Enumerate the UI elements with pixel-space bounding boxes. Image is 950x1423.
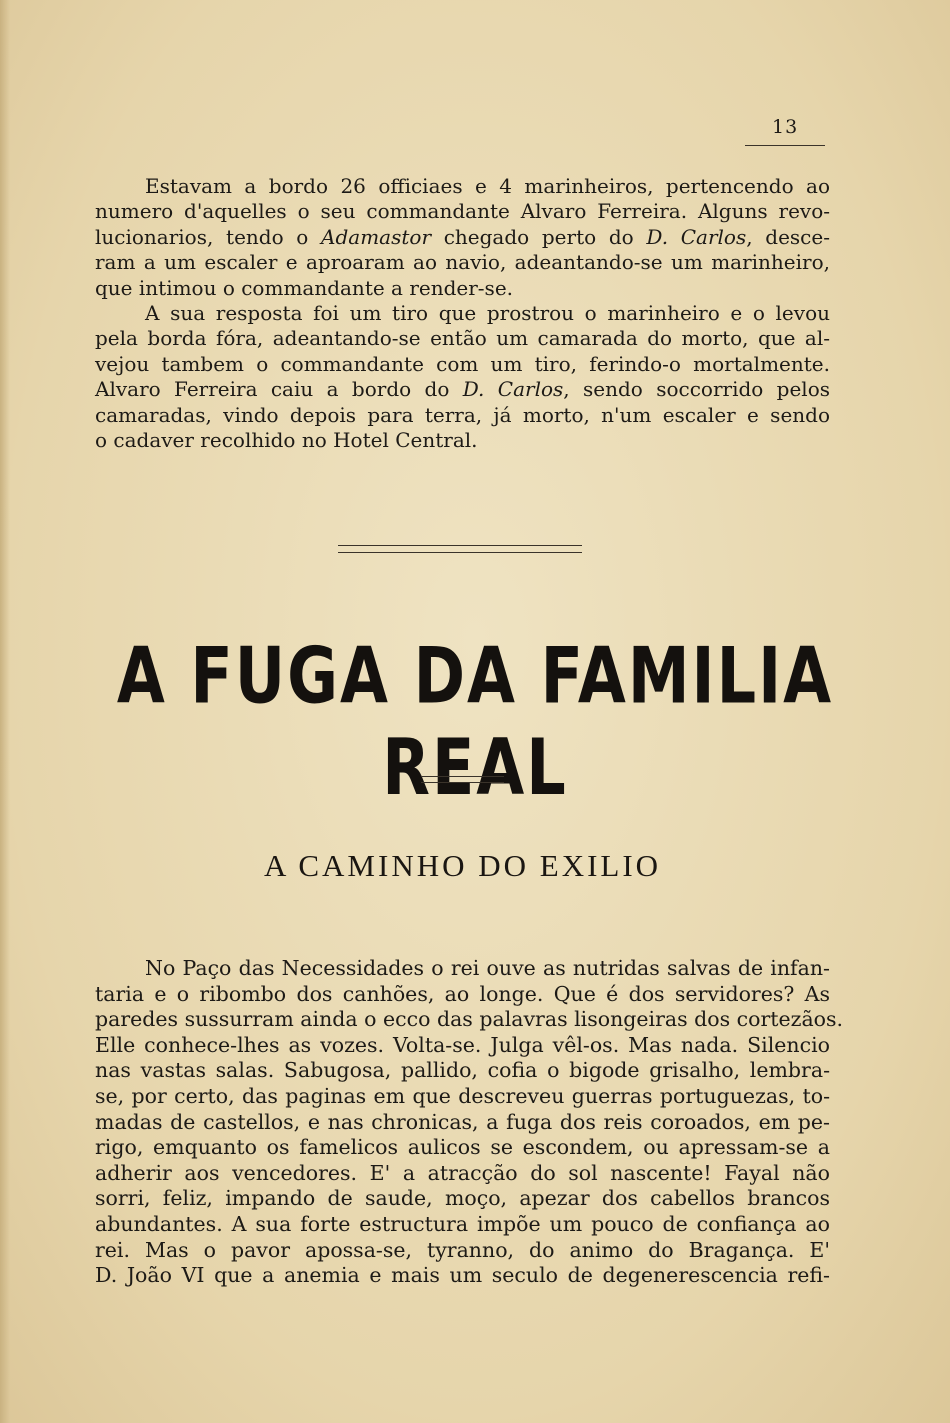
paragraph-1 bbox=[95, 174, 830, 301]
text-line: abundantes. A sua forte estructura impõe um pouco de confiança ao bbox=[95, 1211, 830, 1236]
text-line: Alvaro Ferreira caiu a bordo do D. Carlos, sendo soccorrido pelos bbox=[95, 377, 831, 402]
text-line: D. João VI que a anemia e mais um seculo de degenerescencia refi- bbox=[95, 1263, 830, 1288]
text-line: o cadaver recolhido no Hotel Central. bbox=[95, 428, 478, 453]
page-number: 13 bbox=[772, 116, 799, 138]
title-divider bbox=[421, 776, 504, 783]
text-line: Elle conhece-lhes as vozes. Volta-se. Julga vêl-os. Mas nada. Silencio bbox=[95, 1032, 830, 1057]
text-line: pela borda fóra, adeantando-se então um camarada do morto, que al- bbox=[95, 326, 830, 351]
paragraph-3 bbox=[95, 956, 844, 1289]
text-line: rigo, emquanto os famelicos aulicos se escondem, ou apressam-se a bbox=[95, 1135, 830, 1160]
text-line: se, por certo, das paginas em que descreveu guerras portuguezas, to- bbox=[95, 1083, 830, 1108]
text-line: adherir aos vencedores. E' a atracção do sol nascente! Fayal não bbox=[95, 1160, 830, 1185]
chapter-title: A FUGA DA FAMILIA REAL bbox=[116, 630, 834, 813]
section-divider bbox=[338, 545, 582, 553]
text-line: paredes sussurram ainda o ecco das palavras lisongeiras dos cortezãos. bbox=[95, 1007, 844, 1032]
text-line: camaradas, vindo depois para terra, já morto, n'um escaler e sendo bbox=[95, 402, 830, 427]
text-line: sorri, feliz, impando de saude, moço, apezar dos cabellos brancos bbox=[95, 1186, 830, 1211]
text-line: nas vastas salas. Sabugosa, pallido, cofia o bigode grisalho, lembra- bbox=[95, 1058, 830, 1083]
text-line: taria e o ribombo dos canhões, ao longe. Que é dos servidores? As bbox=[95, 981, 830, 1006]
text-line: numero d'aquelles o seu commandante Alvaro Ferreira. Alguns revo- bbox=[95, 199, 830, 224]
page-binding-edge bbox=[0, 0, 10, 1423]
text-line: lucionarios, tendo o Adamastor chegado perto do D. Carlos, desce- bbox=[95, 224, 830, 249]
text-line: rei. Mas o pavor apossa-se, tyranno, do animo do Bragança. E' bbox=[95, 1237, 830, 1262]
text-line: Estavam a bordo 26 officiaes e 4 marinheiros, pertencendo ao bbox=[145, 174, 830, 198]
paragraph-2 bbox=[95, 301, 830, 453]
text-line: ram a um escaler e aproaram ao navio, adeantando-se um marinheiro, bbox=[95, 250, 830, 275]
text-line: No Paço das Necessidades o rei ouve as nutridas salvas de infan- bbox=[145, 956, 830, 980]
page-number-rule bbox=[745, 145, 825, 146]
text-line: que intimou o commandante a render-se. bbox=[95, 275, 514, 300]
text-line: A sua resposta foi um tiro que prostrou o marinheiro e o levou bbox=[145, 301, 830, 325]
text-line: madas de castellos, e nas chronicas, a fuga dos reis coroados, em pe- bbox=[95, 1109, 830, 1134]
section-title: A CAMINHO DO EXILIO bbox=[263, 848, 662, 883]
text-line: vejou tambem o commandante com um tiro, ferindo-o mortalmente. bbox=[95, 351, 830, 376]
